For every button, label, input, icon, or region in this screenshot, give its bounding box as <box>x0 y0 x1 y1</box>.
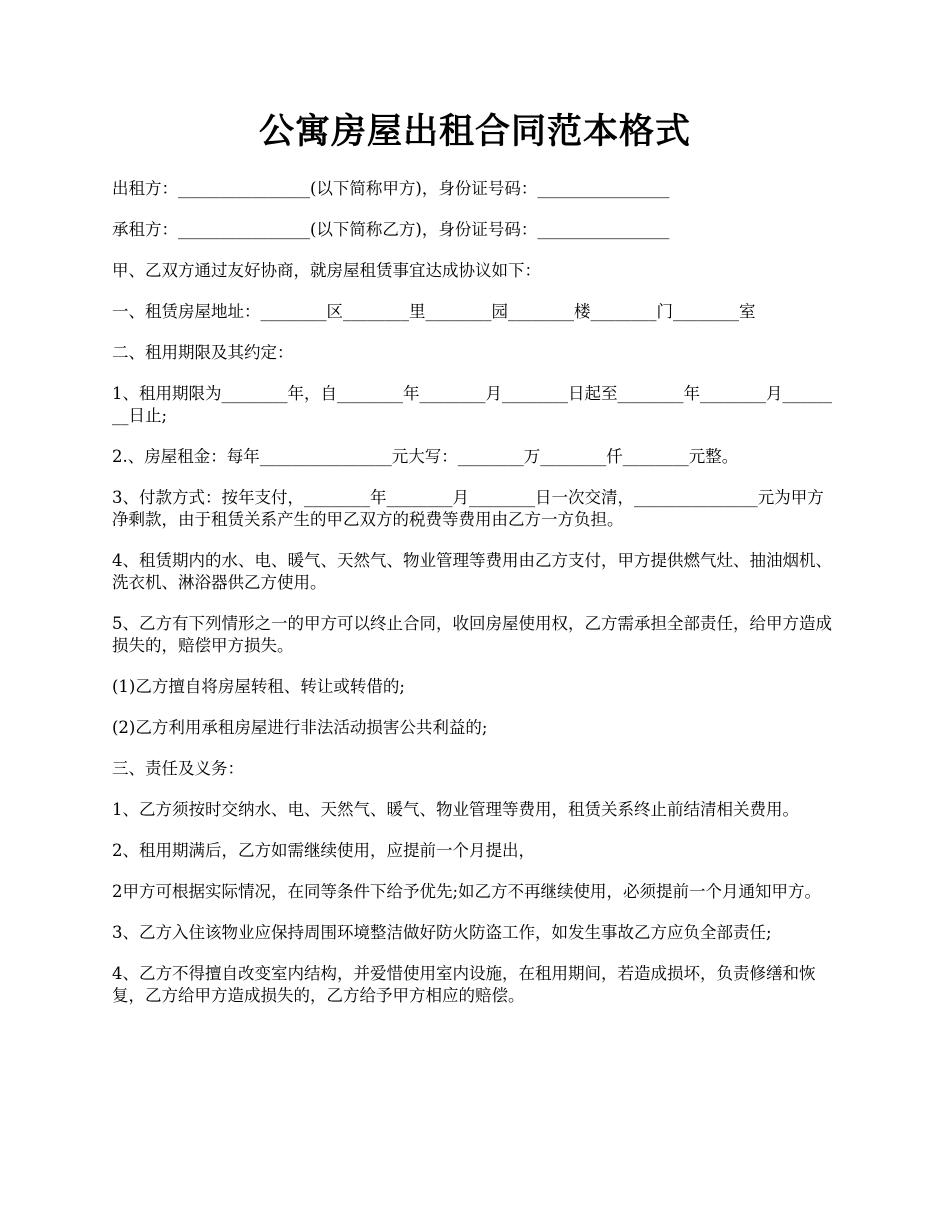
clause-lease-term: 1、租用期限为________年，自________年________月________日起至________年________月________日止; <box>112 384 832 425</box>
clause-utilities: 4、租赁期内的水、电、暖气、天然气、物业管理等费用由乙方支付，甲方提供燃气灶、抽油烟机、洗衣机、淋浴器供乙方使用。 <box>112 551 832 592</box>
duty-2-continued: 2甲方可根据实际情况，在同等条件下给予优先;如乙方不再继续使用，必须提前一个月通知甲方。 <box>112 882 822 901</box>
clause-rent: 2.、房屋租金：每年________________元大写：________万________仟________元整。 <box>112 447 739 466</box>
duty-4: 4、乙方不得擅自改变室内结构，并爱惜使用室内设施，在租用期间，若造成损坏，负责修缮和恢复，乙方给甲方造成损失的，乙方给予甲方相应的赔偿。 <box>112 964 816 1005</box>
section-1-address: 一、租赁房屋地址：________区________里________园________楼________门________室 <box>112 302 756 321</box>
duty-2: 2、租用期满后，乙方如需继续使用，应提前一个月提出， <box>112 841 535 860</box>
duty-3: 3、乙方入住该物业应保持周围环境整洁做好防火防盗工作，如发生事故乙方应负全部责任; <box>112 923 772 942</box>
document-title: 公寓房屋出租合同范本格式 <box>258 111 691 152</box>
duty-1: 1、乙方须按时交纳水、电、天然气、暖气、物业管理等费用，租赁关系终止前结清相关费用。 <box>112 800 799 819</box>
section-3-heading: 三、责任及义务： <box>112 759 244 778</box>
lessee-line: 承租方：________________(以下简称乙方)，身份证号码：________________ <box>112 220 670 239</box>
clause-termination: 5、乙方有下列情形之一的甲方可以终止合同，收回房屋使用权，乙方需承担全部责任，给甲方造成损失的，赔偿甲方损失。 <box>112 614 832 655</box>
termination-item-2: (2)乙方利用承租房屋进行非法活动损害公共利益的; <box>112 718 488 737</box>
termination-item-1: (1)乙方擅自将房屋转租、转让或转借的; <box>112 677 405 696</box>
clause-payment: 3、付款方式：按年支付，________年________月________日一次交清，_______________元为甲方净剩款，由于租赁关系产生的甲乙双方的税费等费用由乙方一方负担。 <box>112 488 824 529</box>
section-2-heading: 二、租用期限及其约定： <box>112 343 294 362</box>
lessor-line: 出租方：________________(以下简称甲方)，身份证号码：________________ <box>112 179 670 198</box>
agreement-intro: 甲、乙双方通过友好协商，就房屋租赁事宜达成协议如下： <box>112 261 541 280</box>
